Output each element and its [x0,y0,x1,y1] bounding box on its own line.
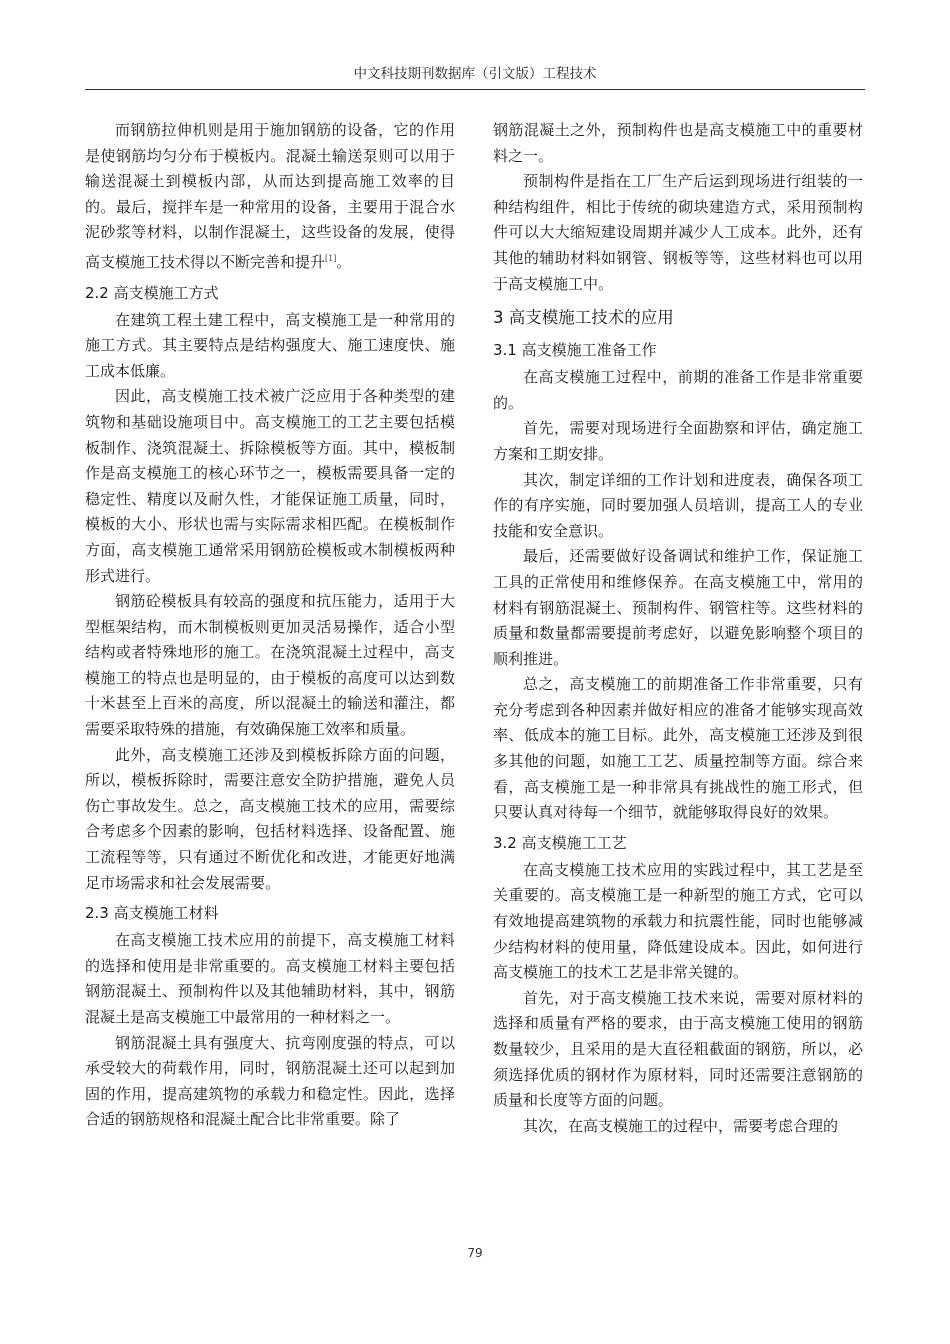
paragraph: 总之，高支模施工的前期准备工作非常重要，只有充分考虑到各种因素并做好相应的准备才能够实现高效率、低成本的施工目标。此外，高支模施工还涉及到很多其他的问题，如施工工艺、质量控制等方面。综合来看，高支模施工是一种非常具有挑战性的施工形式，但只要认真对待每一个细节，就能够取得良好的效果。 [493,675,863,822]
left-column [85,118,455,1133]
paragraph [85,118,455,276]
paragraph-end: 。 [336,252,352,271]
paragraph: 钢筋混凝土具有强度大、抗弯刚度强的特点，可以承受较大的荷载作用，同时，钢筋混凝土还可以起到加固的作用，提高建筑物的承载力和稳定性。因此，选择合适的钢筋规格和混凝土配合比非常重要。除了 [85,1033,455,1129]
paragraph-continued: 钢筋混凝土之外，预制构件也是高支模施工中的重要材料之一。 [493,121,863,165]
paragraph: 在建筑工程土建工程中，高支模施工是一种常用的施工方式。其主要特点是结构强度大、施工速度快、施工成本低廉。 [85,310,455,380]
paragraph: 首先，需要对现场进行全面勘察和评估，确定施工方案和工期安排。 [493,419,863,463]
paragraph: 预制构件是指在工厂生产后运到现场进行组装的一种结构组件，相比于传统的砌块建造方式，采用预制构件可以大大缩短建设周期并减少人工成本。此外，还有其他的辅助材料如钢管、钢板等等，这些材料也可以用于高支模施工中。 [493,172,863,293]
paragraph-text: 而钢筋拉伸机则是用于施加钢筋的设备，它的作用是使钢筋均匀分布于模板内。混凝土输送泵则可以用于输送混凝土到模板内部，从而达到提高施工效率的目的。最后，搅拌车是一种常用的设备，主要用于混合水泥砂浆等材料，以制作混凝土，这些设备的发展，使得高支模施工技术得以不断完善和提升 [85,121,455,271]
section-heading-3-1: 3.1 高支模施工准备工作 [493,341,657,360]
paragraph: 因此，高支模施工技术被广泛应用于各种类型的建筑物和基础设施项目中。高支模施工的工艺主要包括模板制作、浇筑混凝土、拆除模板等方面。其中，模板制作是高支模施工的核心环节之一，模板需要具备一定的稳定性、精度以及耐久性，才能保证施工质量，同时，模板的大小、形状也需与实际需求相匹配。在模板制作方面，高支模施工通常采用钢筋砼模板或木制模板两种形式进行。 [85,387,455,585]
section-heading-3: 3 高支模施工技术的应用 [493,308,674,328]
paragraph: 在高支模施工过程中，前期的准备工作是非常重要的。 [493,368,863,412]
paragraph: 首先，对于高支模施工技术来说，需要对原材料的选择和质量有严格的要求，由于高支模施工使用的钢筋数量较少，且采用的是大直径粗截面的钢筋，所以，必须选择优质的钢材作为原材料，同时还需要注意钢筋的质量和长度等方面的问题。 [493,988,863,1110]
paragraph: 最后，还需要做好设备调试和维护工作，保证施工工具的正常使用和维修保养。在高支模施工中，常用的材料有钢筋混凝土、预制构件、钢管柱等。这些材料的质量和数量都需要提前考虑好，以避免影响整个项目的顺利推进。 [493,547,863,668]
paragraph: 在高支模施工技术应用的前提下，高支模施工材料的选择和使用是非常重要的。高支模施工材料主要包括钢筋混凝土、预制构件以及其他辅助材料，其中，钢筋混凝土是高支模施工中最常用的一种材料之一。 [85,931,455,1026]
section-heading-2-2: 2.2 高支模施工方式 [85,283,219,302]
header-rule [85,89,865,90]
paragraph: 在高支模施工技术应用的实践过程中，其工艺是至关重要的。高支模施工是一种新型的施工方式，它可以有效地提高建筑物的承载力和抗震性能，同时也能够减少结构材料的使用量，降低建设成本。因此，如何进行高支模施工的技术工艺是非常关键的。 [493,860,863,982]
section-heading-3-2: 3.2 高支模施工工艺 [493,833,627,852]
paragraph: 其次，在高支模施工的过程中，需要考虑合理的 [523,1116,839,1135]
paragraph: 此外，高支模施工还涉及到模板拆除方面的问题，所以，模板拆除时，需要注意安全防护措施，避免人员伤亡事故发生。总之，高支模施工技术的应用，需要综合考虑多个因素的影响，包括材料选择、设备配置、施工流程等等，只有通过不断优化和改进，才能更好地满足市场需求和社会发展需要。 [85,745,455,892]
running-header: 中文科技期刊数据库（引文版）工程技术 [353,66,597,82]
citation-ref: [1] [325,253,337,263]
page-number: 79 [467,1246,483,1260]
paragraph: 其次，制定详细的工作计划和进度表，确保各项工作的有序实施，同时要加强人员培训，提高工人的专业技能和安全意识。 [493,470,863,540]
section-heading-2-3: 2.3 高支模施工材料 [85,904,219,923]
paragraph: 钢筋砼模板具有较高的强度和抗压能力，适用于大型框架结构，而木制模板则更加灵活易操作，适合小型结构或者特殊地形的施工。在浇筑混凝土过程中，高支模施工的特点也是明显的，由于模板的高度可以达到数十米甚至上百米的高度，所以混凝土的输送和灌注，都需要采取特殊的措施，有效确保施工效率和质量。 [85,592,455,739]
right-column [493,118,863,1139]
